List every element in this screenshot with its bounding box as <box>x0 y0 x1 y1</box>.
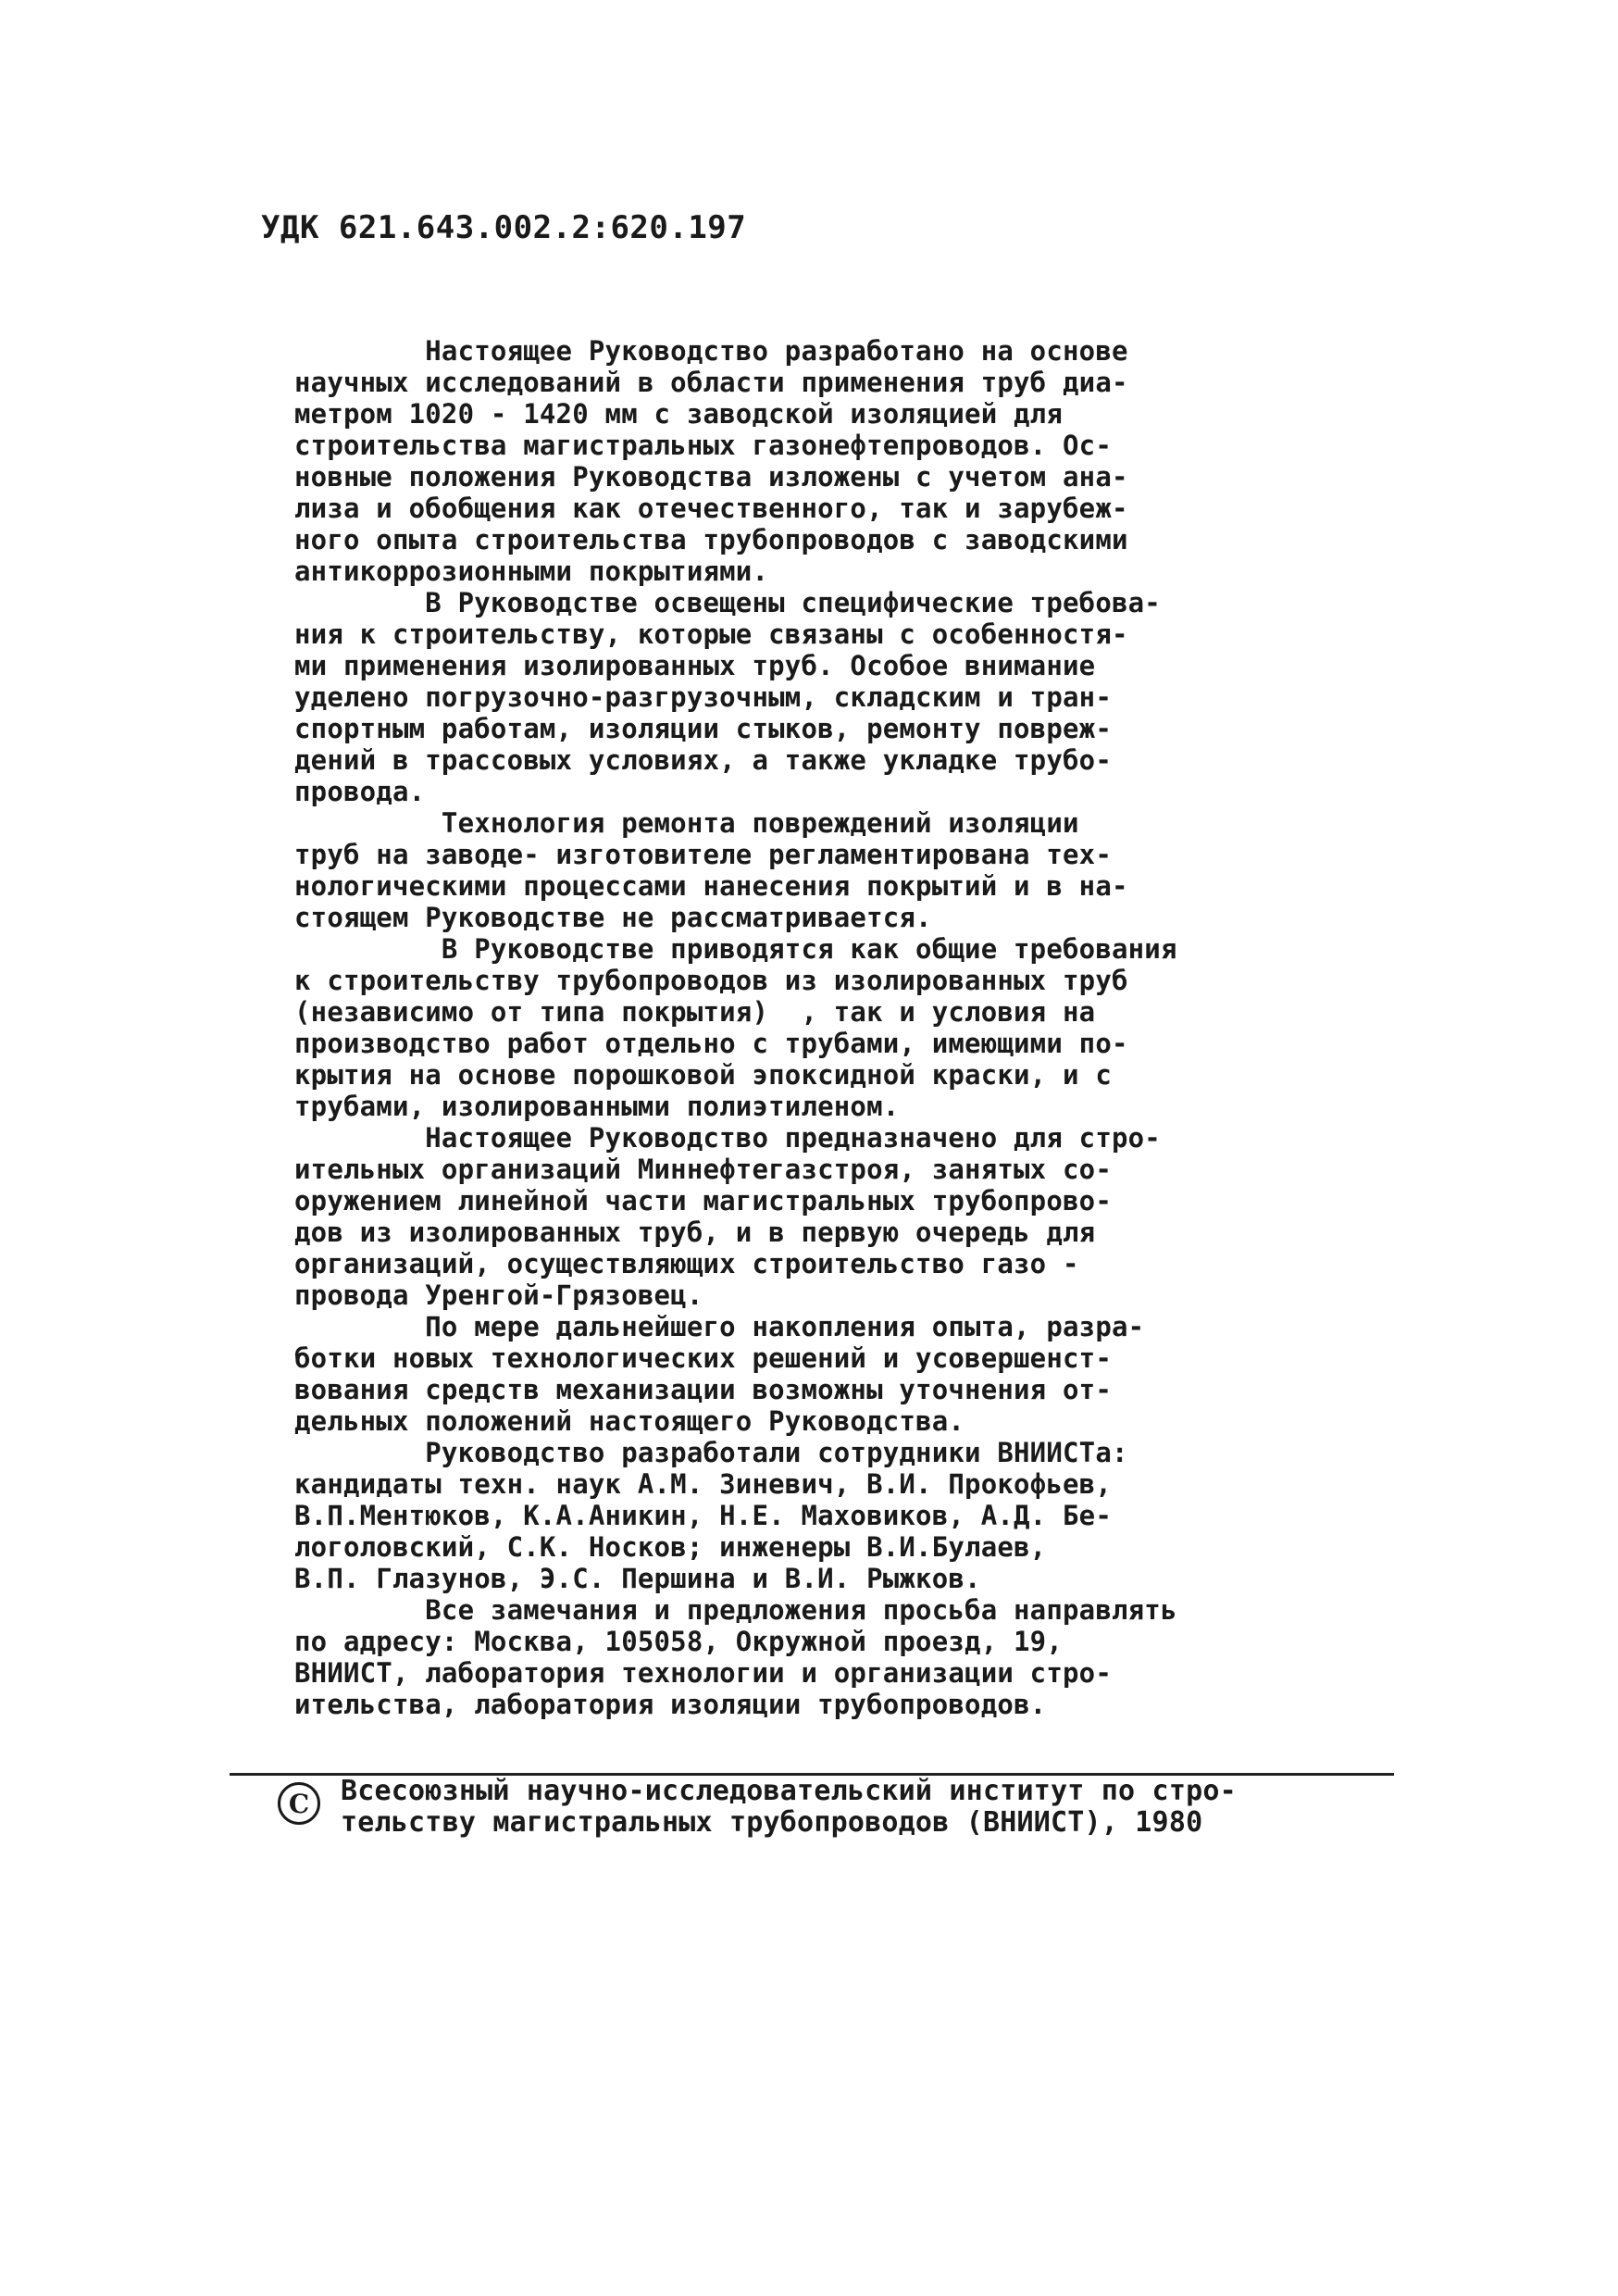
text-line: метром 1020 - 1420 мм с заводской изоляцией для <box>294 398 1063 430</box>
text-line: Все замечания и предложения просьба направлять <box>294 1594 1177 1626</box>
text-line: кандидаты техн. наук А.М. Зиневич, В.И. Прокофьев, <box>294 1468 1112 1500</box>
footer-line: тельству магистральных трубопроводов (ВНИИСТ), 1980 <box>341 1806 1203 1839</box>
text-line: Технология ремонта повреждений изоляции <box>294 807 1079 839</box>
text-line: производство работ отдельно с трубами, имеющими по- <box>294 1028 1128 1059</box>
text-line: провода. <box>294 776 426 807</box>
text-line: труб на заводе- изготовителе регламентирована тех- <box>294 839 1112 870</box>
text-line: логоловский, С.К. Носков; инженеры В.И.Булаев, <box>294 1531 1047 1563</box>
text-line: По мере дальнейшего накопления опыта, разра- <box>294 1311 1145 1342</box>
text-line: дельных положений настоящего Руководства. <box>294 1405 965 1437</box>
text-line: В Руководстве приводятся как общие требования <box>294 933 1177 965</box>
text-line: ительных организаций Миннефтегазстроя, занятых со- <box>294 1154 1112 1185</box>
text-line: оружением линейной части магистральных трубопрово- <box>294 1185 1112 1217</box>
text-line: В.П. Глазунов, Э.С. Першина и В.И. Рыжков. <box>294 1563 981 1594</box>
text-line: Настоящее Руководство разработано на основе <box>294 335 1128 367</box>
text-line: ного опыта строительства трубопроводов с заводскими <box>294 524 1128 555</box>
copyright-notice <box>341 1776 1396 1839</box>
text-line: нологическими процессами нанесения покрытий и в на- <box>294 870 1128 902</box>
text-line: дений в трассовых условиях, а также укладке трубо- <box>294 744 1112 776</box>
main-text-block <box>294 335 1257 1720</box>
footer-line: Всесоюзный научно-исследовательский институт по стро- <box>341 1775 1237 1807</box>
text-line: по адресу: Москва, 105058, Окружной проезд, 19, <box>294 1626 1063 1657</box>
text-line: ВНИИСТ, лаборатория технологии и организации стро- <box>294 1657 1112 1689</box>
copyright-icon: C <box>278 1782 320 1825</box>
text-line: уделено погрузочно-разгрузочным, складским и тран- <box>294 681 1112 713</box>
text-line: Руководство разработали сотрудники ВНИИСТа: <box>294 1437 1128 1468</box>
text-line: ния к строительству, которые связаны с особенностя- <box>294 618 1128 650</box>
text-line: к строительству трубопроводов из изолированных труб <box>294 965 1128 996</box>
text-line: трубами, изолированными полиэтиленом. <box>294 1091 900 1122</box>
text-line: В.П.Ментюков, К.А.Аникин, Н.Е. Маховиков, А.Д. Бе- <box>294 1500 1112 1531</box>
text-line: организаций, осуществляющих строительство газо - <box>294 1248 1079 1279</box>
text-line: научных исследований в области применения труб диа- <box>294 367 1128 398</box>
text-line: вования средств механизации возможны уточнения от- <box>294 1374 1112 1405</box>
text-line: Настоящее Руководство предназначено для стро- <box>294 1122 1161 1154</box>
text-line: ми применения изолированных труб. Особое внимание <box>294 650 1096 681</box>
text-line: ботки новых технологических решений и усовершенст- <box>294 1342 1112 1374</box>
text-line: крытия на основе порошковой эпоксидной краски, и с <box>294 1059 1112 1091</box>
text-line: (независимо от типа покрытия) , так и условия на <box>294 996 1096 1028</box>
text-line: провода Уренгой-Грязовец. <box>294 1279 703 1311</box>
text-line: В Руководстве освещены специфические требова- <box>294 587 1161 618</box>
text-line: новные положения Руководства изложены с учетом ана- <box>294 461 1128 493</box>
udc-code: УДК 621.643.002.2:620.197 <box>261 209 747 246</box>
text-line: стоящем Руководстве не рассматривается. <box>294 902 932 933</box>
text-line: спортным работам, изоляции стыков, ремонту повреж- <box>294 713 1112 744</box>
text-line: дов из изолированных труб, и в первую очередь для <box>294 1217 1096 1248</box>
text-line: строительства магистральных газонефтепроводов. Ос- <box>294 430 1112 461</box>
text-line: ительства, лаборатория изоляции трубопроводов. <box>294 1689 1047 1720</box>
text-line: антикоррозионными покрытиями. <box>294 555 769 587</box>
text-line: лиза и обобщения как отечественного, так и зарубеж- <box>294 493 1128 524</box>
